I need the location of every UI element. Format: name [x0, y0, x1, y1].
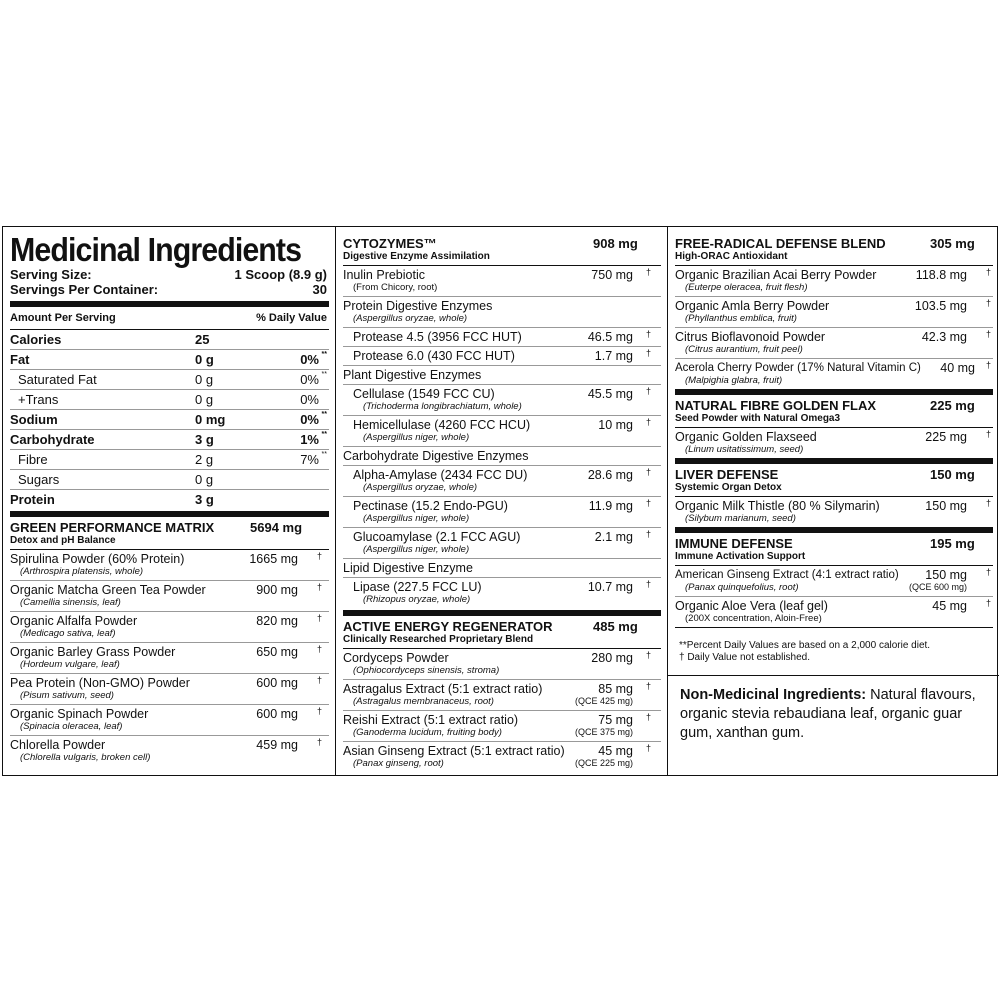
ingredient-amount: 45 mg	[932, 599, 967, 613]
dagger-mark: †	[645, 529, 651, 539]
dagger-mark: †	[316, 706, 322, 716]
nutrient-amount: 0 g	[195, 372, 214, 387]
amount-header: Amount Per Serving	[10, 312, 116, 324]
ingredient-amount: 600 mg	[256, 707, 298, 721]
ingredient-source: (Aspergillus oryzae, whole)	[353, 313, 468, 324]
ingredient-source: (Chlorella vulgaris, broken cell)	[20, 752, 151, 763]
ingredient-row	[675, 596, 993, 627]
ingredient-amount: 42.3 mg	[921, 330, 967, 344]
dagger-mark: †	[645, 417, 651, 427]
supplement-facts-label	[2, 226, 998, 776]
dagger-mark: †	[316, 551, 322, 561]
amount-header-row	[10, 307, 329, 330]
dagger-mark: †	[985, 329, 991, 339]
ingredient-source: (Spinacia oleracea, leaf)	[20, 721, 123, 732]
serving-size-value: 1 Scoop (8.9 g)	[234, 267, 327, 282]
nutrient-amount: 0 mg	[195, 412, 226, 427]
nutrient-amount: 25	[195, 332, 210, 347]
nutrient-amount: 0 g	[195, 352, 214, 367]
ingredient-row	[343, 648, 661, 679]
dagger-mark: †	[645, 650, 651, 660]
nutrient-amount: 3 g	[195, 492, 214, 507]
ingredient-row	[343, 496, 661, 527]
ingredient-source: (From Chicory, root)	[353, 282, 438, 293]
ingredient-name: Inulin Prebiotic	[343, 268, 425, 282]
ingredient-amount: 75 mg	[598, 713, 633, 727]
ingredient-amount: 85 mg	[598, 682, 633, 696]
ingredient-name: Pea Protein (Non-GMO) Powder	[10, 676, 190, 690]
dagger-mark: †	[645, 681, 651, 691]
ingredient-source: (Pisum sativum, seed)	[20, 690, 114, 701]
ingredient-name: Hemicellulase (4260 FCC HCU)	[353, 418, 531, 432]
ingredient-amount: 10 mg	[598, 418, 633, 432]
blend-header-cytozymes	[343, 233, 661, 265]
ingredient-name: Organic Brazilian Acai Berry Powder	[675, 268, 877, 282]
nutrient-row-sugars	[10, 470, 329, 490]
dagger-mark: †	[316, 737, 322, 747]
ingredient-name: Organic Amla Berry Powder	[675, 299, 830, 313]
ingredient-name: Organic Aloe Vera (leaf gel)	[675, 599, 828, 613]
nutrient-amount: 0 g	[195, 392, 214, 407]
ingredient-row	[10, 580, 329, 611]
ingredient-amount: 225 mg	[925, 430, 967, 444]
dagger-mark: †	[985, 498, 991, 508]
ingredient-row	[675, 358, 993, 389]
blend-header-energy	[343, 616, 661, 648]
ingredient-source: (Hordeum vulgare, leaf)	[20, 659, 120, 670]
ingredient-row	[675, 296, 993, 327]
dagger-mark: †	[645, 386, 651, 396]
ingredient-row	[675, 327, 993, 358]
blend-amount: 485 mg	[593, 619, 638, 634]
ingredient-source: (Astragalus membranaceus, root)	[353, 696, 494, 707]
servings-value: 30	[312, 282, 327, 297]
ingredient-amount: 2.1 mg	[594, 530, 633, 544]
ingredient-name: Lipase (227.5 FCC LU)	[353, 580, 482, 594]
ingredient-name: Chlorella Powder	[10, 738, 106, 752]
blend-name: GREEN PERFORMANCE MATRIX	[10, 520, 215, 535]
blend-name: ACTIVE ENERGY REGENERATOR	[343, 619, 553, 634]
dagger-mark: †	[316, 613, 322, 623]
nutrient-dv: 1% **	[300, 431, 327, 447]
ingredient-row	[10, 611, 329, 642]
ingredient-amount: 103.5 mg	[914, 299, 967, 313]
footnote-percent: **Percent Daily Values are based on a 2,000 calorie diet.	[679, 640, 931, 651]
enzyme-group-label: Plant Digestive Enzymes	[343, 365, 661, 384]
blend-header-flax	[675, 395, 993, 427]
ingredient-row	[343, 679, 661, 710]
dagger-mark: †	[645, 712, 651, 722]
ingredient-source: (Phyllanthus emblica, fruit)	[685, 313, 797, 324]
ingredient-source: (Ophiocordyceps sinensis, stroma)	[353, 665, 500, 676]
ingredient-name: Organic Milk Thistle (80 % Silymarin)	[675, 499, 880, 513]
ingredient-name: Cellulase (1549 FCC CU)	[353, 387, 495, 401]
non-medicinal-text: Natural flavours, organic stevia rebaudiana leaf, organic guar gum, xanthan gum.	[680, 687, 976, 741]
ingredient-row	[343, 384, 661, 415]
column-blends-middle	[336, 227, 668, 775]
ingredient-qce: (QCE 225 mg)	[574, 758, 633, 768]
enzyme-group-label: Protein Digestive Enzymes	[343, 299, 493, 313]
column-nutrition	[3, 227, 336, 775]
ingredient-row	[343, 527, 661, 558]
dagger-mark: †	[985, 429, 991, 439]
ingredient-source: (200X concentration, Aloin-Free)	[685, 613, 822, 624]
nutrient-name: Protein	[10, 492, 55, 507]
ingredient-name: Alpha-Amylase (2434 FCC DU)	[353, 468, 528, 482]
ingredient-amount: 118.8 mg	[915, 268, 967, 282]
ingredient-amount: 28.6 mg	[587, 468, 633, 482]
ingredient-amount: 280 mg	[591, 651, 633, 665]
ingredient-amount: 10.7 mg	[587, 580, 633, 594]
ingredient-name: Protease 4.5 (3956 FCC HUT)	[353, 330, 522, 344]
ingredient-row	[343, 346, 661, 365]
nutrient-amount: 0 g	[195, 472, 214, 487]
dagger-mark: †	[645, 329, 651, 339]
ingredient-source: (Arthrospira platensis, whole)	[20, 566, 144, 577]
blend-amount: 5694 mg	[250, 520, 303, 535]
ingredient-row	[675, 496, 993, 527]
dagger-mark: †	[985, 598, 991, 608]
footnote-dagger: † Daily Value not established.	[679, 652, 811, 663]
ingredient-row	[10, 673, 329, 704]
ingredient-row	[343, 265, 661, 296]
ingredient-source: (Citrus aurantium, fruit peel)	[685, 344, 803, 355]
dagger-mark: †	[985, 360, 991, 370]
nutrient-name: Fibre	[18, 452, 48, 467]
servings-label: Servings Per Container:	[10, 282, 159, 297]
ingredient-qce: (QCE 600 mg)	[908, 582, 967, 592]
ingredient-amount: 600 mg	[256, 676, 298, 690]
ingredient-amount: 900 mg	[256, 583, 298, 597]
ingredient-source: (Camellia sinensis, leaf)	[20, 597, 121, 608]
dagger-mark: †	[645, 498, 651, 508]
nutrient-name: Carbohydrate	[10, 432, 95, 447]
ingredient-name: Protease 6.0 (430 FCC HUT)	[353, 349, 515, 363]
dagger-mark: †	[645, 348, 651, 358]
ingredient-row	[675, 265, 993, 296]
nutrient-name: +Trans	[18, 392, 59, 407]
dagger-mark: †	[985, 298, 991, 308]
blend-amount: 908 mg	[593, 236, 638, 251]
ingredient-qce: (QCE 425 mg)	[574, 696, 633, 706]
column-blends-right	[668, 227, 999, 775]
ingredient-source: (Malpighia glabra, fruit)	[685, 375, 783, 386]
ingredient-amount: 1.7 mg	[594, 349, 633, 363]
nutrient-row-carbohydrate	[10, 430, 329, 450]
nutrient-dv: 0% **	[300, 371, 327, 387]
ingredient-source: (Aspergillus niger, whole)	[363, 432, 470, 443]
dagger-mark: †	[645, 743, 651, 753]
nutrient-name: Saturated Fat	[18, 372, 97, 387]
ingredient-name: Organic Golden Flaxseed	[675, 430, 817, 444]
ingredient-name: Organic Spinach Powder	[10, 707, 149, 721]
nutrient-name: Calories	[10, 332, 62, 347]
ingredient-name: Organic Matcha Green Tea Powder	[10, 583, 206, 597]
nutrient-dv: 0% **	[300, 411, 327, 427]
ingredient-amount: 11.9 mg	[588, 499, 633, 513]
dagger-mark: †	[645, 467, 651, 477]
blend-subtitle: Seed Powder with Natural Omega3	[675, 413, 841, 424]
ingredient-amount: 46.5 mg	[587, 330, 633, 344]
dagger-mark: †	[645, 267, 651, 277]
ingredient-row	[10, 642, 329, 673]
nutrient-row-fat	[10, 350, 329, 370]
ingredient-source: (Panax quinquefolius, root)	[685, 582, 799, 593]
ingredient-row	[10, 704, 329, 735]
ingredient-row	[343, 741, 661, 772]
nutrient-name: Sodium	[10, 412, 58, 427]
ingredient-name: Asian Ginseng Extract (5:1 extract ratio)	[343, 744, 565, 758]
ingredient-amount: 459 mg	[256, 738, 298, 752]
ingredient-name: Glucoamylase (2.1 FCC AGU)	[353, 530, 521, 544]
ingredient-name: Astragalus Extract (5:1 extract ratio)	[343, 682, 543, 696]
nutrient-amount: 2 g	[195, 452, 214, 467]
blend-subtitle: Immune Activation Support	[675, 551, 806, 562]
footnotes	[675, 627, 993, 670]
nutrient-row-fibre	[10, 450, 329, 470]
nutrient-name: Fat	[10, 352, 30, 367]
ingredient-source: (Aspergillus oryzae, whole)	[363, 482, 478, 493]
blend-name: FREE-RADICAL DEFENSE BLEND	[675, 236, 886, 251]
enzyme-group-label: Carbohydrate Digestive Enzymes	[343, 446, 661, 465]
nutrient-row-trans	[10, 390, 329, 410]
blend-header-liver	[675, 464, 993, 496]
blend-subtitle: Digestive Enzyme Assimilation	[343, 251, 490, 262]
non-medicinal-label: Non-Medicinal Ingredients:	[680, 687, 867, 703]
blend-name: NATURAL FIBRE GOLDEN FLAX	[675, 398, 877, 413]
ingredient-row	[10, 549, 329, 580]
ingredient-name: Cordyceps Powder	[343, 651, 449, 665]
ingredient-amount: 150 mg	[925, 499, 967, 513]
blend-amount: 195 mg	[930, 536, 975, 551]
ingredient-row	[675, 427, 993, 458]
nutrient-row-saturated-fat	[10, 370, 329, 390]
ingredient-amount: 45 mg	[598, 744, 633, 758]
dagger-mark: †	[645, 579, 651, 589]
nutrient-row-protein	[10, 490, 329, 509]
ingredient-amount: 1665 mg	[249, 552, 298, 566]
nutrient-row-calories	[10, 330, 329, 350]
ingredient-row	[343, 577, 661, 608]
ingredient-name: Pectinase (15.2 Endo-PGU)	[353, 499, 508, 513]
ingredient-source: (Silybum marianum, seed)	[685, 513, 796, 524]
serving-size-row	[10, 267, 329, 282]
nutrient-dv: 0% **	[300, 351, 327, 367]
ingredient-name: Organic Barley Grass Powder	[10, 645, 176, 659]
ingredient-name: Organic Alfalfa Powder	[10, 614, 138, 628]
ingredient-source: (Aspergillus niger, whole)	[363, 544, 470, 555]
servings-row	[10, 282, 329, 297]
ingredient-source: (Trichoderma longibrachiatum, whole)	[363, 401, 522, 412]
ingredient-row	[343, 415, 661, 446]
dagger-mark: †	[985, 567, 991, 577]
ingredient-source: (Rhizopus oryzae, whole)	[363, 594, 471, 605]
ingredient-name: Reishi Extract (5:1 extract ratio)	[343, 713, 519, 727]
ingredient-amount: 650 mg	[256, 645, 298, 659]
ingredient-row	[10, 735, 329, 766]
blend-amount: 305 mg	[930, 236, 975, 251]
ingredient-source: (Linum usitatissimum, seed)	[685, 444, 804, 455]
dv-header: % Daily Value	[256, 312, 327, 324]
ingredient-source: (Euterpe oleracea, fruit flesh)	[685, 282, 808, 293]
ingredient-source: (Panax ginseng, root)	[353, 758, 444, 769]
ingredient-name: Citrus Bioflavonoid Powder	[675, 330, 826, 344]
ingredient-amount: 820 mg	[256, 614, 298, 628]
panel-title: Medicinal Ingredients	[10, 231, 302, 268]
ingredient-qce: (QCE 375 mg)	[574, 727, 633, 737]
blend-subtitle: Detox and pH Balance	[10, 535, 116, 546]
dagger-mark: †	[316, 582, 322, 592]
enzyme-group-label: Lipid Digestive Enzyme	[343, 558, 661, 577]
blend-header-green	[10, 517, 329, 549]
ingredient-row	[343, 710, 661, 741]
blend-name: LIVER DEFENSE	[675, 467, 779, 482]
nutrient-dv: 7% **	[300, 451, 327, 467]
ingredient-amount: 150 mg	[925, 568, 967, 582]
ingredient-source: (Ganoderma lucidum, fruiting body)	[353, 727, 502, 738]
blend-header-immune	[675, 533, 993, 565]
ingredient-source: (Aspergillus niger, whole)	[363, 513, 470, 524]
serving-size-label: Serving Size:	[10, 267, 92, 282]
nutrient-row-sodium	[10, 410, 329, 430]
nutrient-amount: 3 g	[195, 432, 214, 447]
nutrient-dv: 0%	[300, 392, 319, 407]
ingredient-amount: 750 mg	[591, 268, 633, 282]
non-medicinal-ingredients	[668, 675, 999, 743]
ingredient-name: American Ginseng Extract (4:1 extract ratio)	[675, 569, 899, 581]
blend-subtitle: High-ORAC Antioxidant	[675, 251, 788, 262]
dagger-mark: †	[985, 267, 991, 277]
blend-amount: 225 mg	[930, 398, 975, 413]
ingredient-amount: 40 mg	[940, 361, 975, 375]
blend-name: IMMUNE DEFENSE	[675, 536, 793, 551]
dagger-mark: †	[316, 644, 322, 654]
ingredient-name: Acerola Cherry Powder (17% Natural Vitamin C)	[675, 362, 921, 374]
blend-header-radical	[675, 233, 993, 265]
blend-name: CYTOZYMES™	[343, 236, 437, 251]
ingredient-row	[675, 565, 993, 596]
nutrient-name: Sugars	[18, 472, 60, 487]
ingredient-row	[343, 465, 661, 496]
blend-amount: 150 mg	[930, 467, 975, 482]
ingredient-row	[343, 327, 661, 346]
blend-subtitle: Clinically Researched Proprietary Blend	[343, 634, 534, 645]
blend-subtitle: Systemic Organ Detox	[675, 482, 782, 493]
ingredient-amount: 45.5 mg	[587, 387, 633, 401]
ingredient-source: (Medicago sativa, leaf)	[20, 628, 116, 639]
enzyme-group-protein	[343, 296, 661, 327]
dagger-mark: †	[316, 675, 322, 685]
ingredient-name: Spirulina Powder (60% Protein)	[10, 552, 185, 566]
